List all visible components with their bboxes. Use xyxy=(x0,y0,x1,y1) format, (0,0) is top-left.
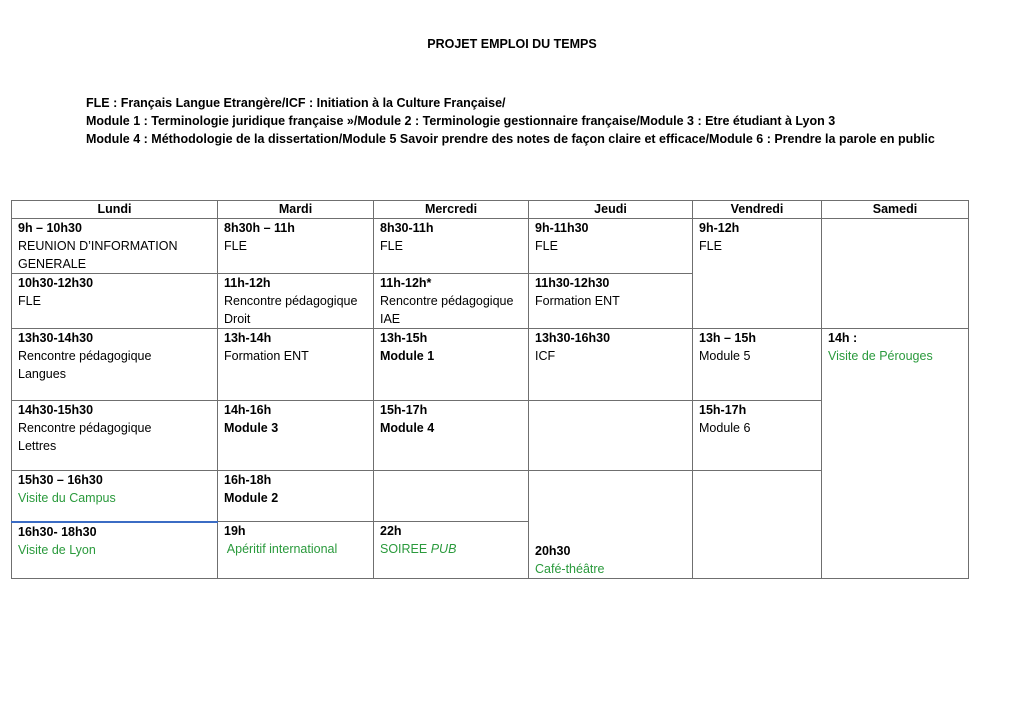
cell-text: Module 1 xyxy=(380,349,435,363)
cell-vendredi-4 xyxy=(693,401,822,471)
cell-text: Langues xyxy=(18,367,66,381)
cell-text: GENERALE xyxy=(18,257,87,271)
cell-time: 13h – 15h xyxy=(699,331,756,345)
cell-time: 9h-11h30 xyxy=(535,221,589,235)
cell-time: 13h-14h xyxy=(224,331,272,345)
cell-text: REUNION D’INFORMATION xyxy=(18,239,178,253)
cell-text: Visite de Lyon xyxy=(18,542,96,557)
header-samedi: Samedi xyxy=(822,201,969,219)
cell-time: 9h – 10h30 xyxy=(18,221,82,235)
header-mardi: Mardi xyxy=(218,201,374,219)
table-row xyxy=(12,329,969,401)
cell-mercredi-2 xyxy=(374,274,529,329)
cell-vendredi-1 xyxy=(693,219,822,329)
cell-time: 10h30-12h30 xyxy=(18,276,94,290)
cell-text: Droit xyxy=(224,312,251,326)
cell-text: Rencontre pédagogique xyxy=(18,349,152,363)
header-row xyxy=(12,201,969,219)
cell-samedi-3 xyxy=(822,329,969,579)
cell-time: 11h30-12h30 xyxy=(535,276,610,290)
cell-lundi-2 xyxy=(12,274,218,329)
cell-text-italic: PUB xyxy=(430,542,457,556)
header-jeudi: Jeudi xyxy=(529,201,693,219)
header-lundi: Lundi xyxy=(12,201,218,219)
cell-lundi-6 xyxy=(12,522,218,579)
cell-time: 9h-12h xyxy=(699,221,740,235)
cell-time: 14h : xyxy=(828,331,858,345)
cell-text: FLE xyxy=(18,294,41,308)
cell-text: Module 4 xyxy=(380,421,435,435)
cell-jeudi-4 xyxy=(529,401,693,471)
cell-time: 8h30-11h xyxy=(380,221,434,235)
cell-mardi-3 xyxy=(218,329,374,401)
cell-time: 13h30-14h30 xyxy=(18,331,94,345)
cell-text: Rencontre pédagogique xyxy=(224,294,358,308)
intro-line-3: Module 4 : Méthodologie de la dissertation/Module 5 Savoir prendre des notes de façon claire et efficace/Module 6 : Prendre la parole en public xyxy=(86,132,935,146)
cell-jeudi-1 xyxy=(529,219,693,274)
cell-text: Visite de Pérouges xyxy=(828,349,933,363)
cell-vendredi-5 xyxy=(693,471,822,579)
cell-time: 14h-16h xyxy=(224,403,272,417)
cell-text: Rencontre pédagogique xyxy=(18,421,152,435)
cell-text: FLE xyxy=(699,239,722,253)
cell-lundi-4 xyxy=(12,401,218,471)
cell-text: Module 6 xyxy=(699,421,751,435)
cell-time: 15h-17h xyxy=(699,403,747,417)
cell-time: 15h-17h xyxy=(380,403,428,417)
cell-mardi-1 xyxy=(218,219,374,274)
cell-text: ICF xyxy=(535,349,556,363)
cell-text: Apéritif international xyxy=(224,542,338,556)
cell-text: Lettres xyxy=(18,439,57,453)
schedule-table xyxy=(11,200,969,579)
table-row xyxy=(12,219,969,274)
cell-time: 14h30-15h30 xyxy=(18,403,94,417)
cell-mardi-6 xyxy=(218,522,374,579)
intro-line-2: Module 1 : Terminologie juridique française »/Module 2 : Terminologie gestionnaire française/Module 3 : Etre étudiant à Lyon 3 xyxy=(86,114,836,128)
cell-time: 13h30-16h30 xyxy=(535,331,611,345)
cell-text: Module 3 xyxy=(224,421,279,435)
cell-time: 16h30- 18h30 xyxy=(18,524,97,539)
cell-text: Café-théâtre xyxy=(535,562,605,576)
cell-time: 11h-12h* xyxy=(380,276,432,290)
cell-text: IAE xyxy=(380,312,401,326)
cell-text: Visite du Campus xyxy=(18,491,116,505)
cell-jeudi-3 xyxy=(529,329,693,401)
cell-mardi-2 xyxy=(218,274,374,329)
cell-text: FLE xyxy=(535,239,558,253)
cell-time: 13h-15h xyxy=(380,331,428,345)
cell-text: FLE xyxy=(380,239,403,253)
cell-time: 11h-12h xyxy=(224,276,271,290)
header-mercredi: Mercredi xyxy=(374,201,529,219)
cell-mercredi-3 xyxy=(374,329,529,401)
cell-time: 8h30h – 11h xyxy=(224,221,295,235)
cell-text: FLE xyxy=(224,239,247,253)
intro-line-1: FLE : Français Langue Etrangère/ICF : Initiation à la Culture Française/ xyxy=(86,96,506,110)
cell-text: Formation ENT xyxy=(224,349,309,363)
intro-legend xyxy=(86,94,946,148)
cell-text-part: SOIREE xyxy=(380,542,431,556)
cell-text xyxy=(380,540,522,558)
cell-lundi-1 xyxy=(12,219,218,274)
cell-lundi-5 xyxy=(12,471,218,522)
header-vendredi: Vendredi xyxy=(693,201,822,219)
cell-time: 19h xyxy=(224,524,246,538)
cell-jeudi-2 xyxy=(529,274,693,329)
cell-mercredi-1 xyxy=(374,219,529,274)
cell-samedi-1 xyxy=(822,219,969,329)
cell-jeudi-5 xyxy=(529,471,693,579)
page-title: PROJET EMPLOI DU TEMPS xyxy=(427,37,597,51)
cell-vendredi-3 xyxy=(693,329,822,401)
cell-time: 20h30 xyxy=(535,544,571,558)
cell-mardi-4 xyxy=(218,401,374,471)
cell-text: Formation ENT xyxy=(535,294,620,308)
cell-text: Rencontre pédagogique xyxy=(380,294,514,308)
cell-lundi-3 xyxy=(12,329,218,401)
cell-text: Module 5 xyxy=(699,349,751,363)
cell-mercredi-5 xyxy=(374,471,529,522)
cell-mercredi-4 xyxy=(374,401,529,471)
cell-text: Module 2 xyxy=(224,491,279,505)
cell-mercredi-6 xyxy=(374,522,529,579)
cell-time: 22h xyxy=(380,524,402,538)
cell-time: 16h-18h xyxy=(224,473,272,487)
cell-mardi-5 xyxy=(218,471,374,522)
cell-time: 15h30 – 16h30 xyxy=(18,473,103,487)
